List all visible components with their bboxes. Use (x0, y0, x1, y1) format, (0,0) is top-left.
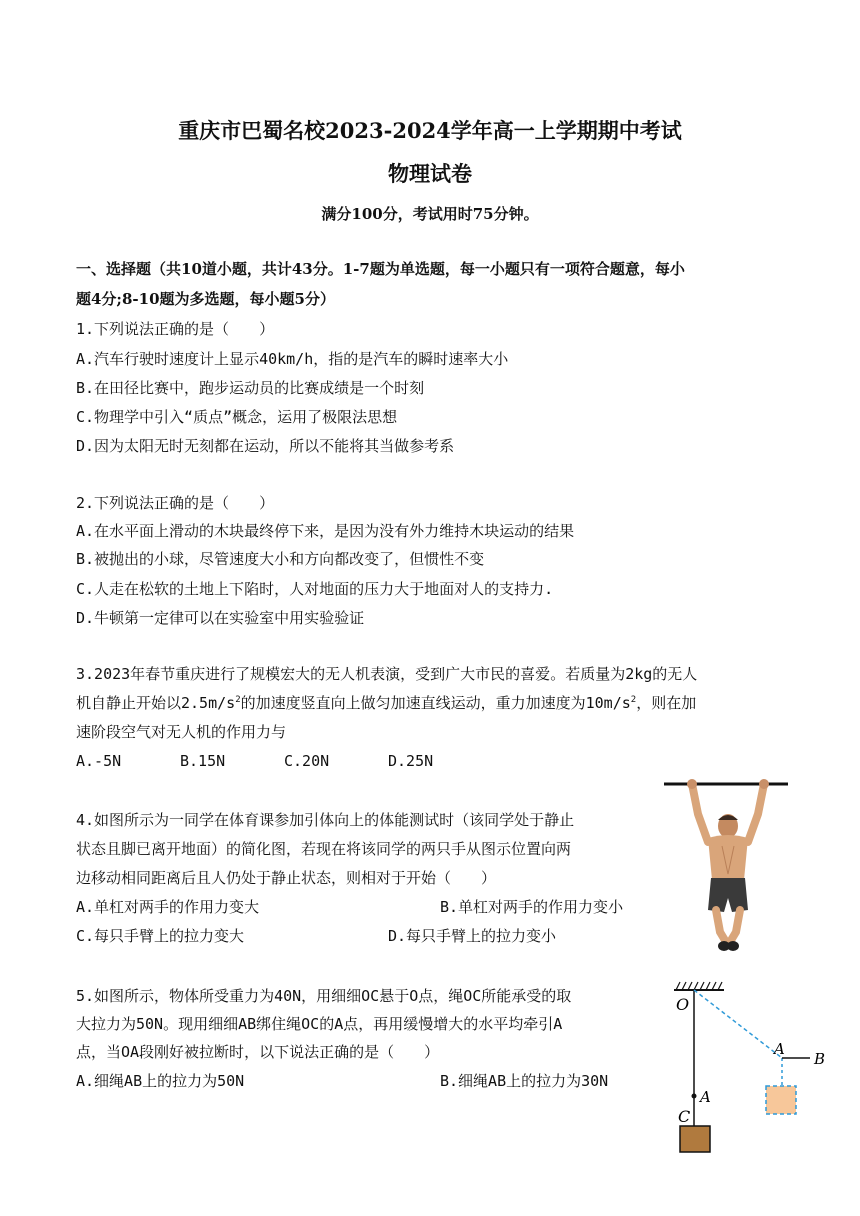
label-a-displaced: A (774, 1040, 785, 1058)
left-leg (716, 910, 726, 942)
label-o: O (676, 995, 690, 1014)
q3-option-d: D.25N (388, 752, 434, 770)
q1-stem: 1.下列说法正确的是（ ） (76, 320, 275, 338)
label-a-vertical: A (700, 1088, 711, 1106)
exam-title: 重庆市巴蜀名校2023-2024学年高一上学期期中考试 (178, 118, 682, 143)
q3-option-b: B.15N (180, 752, 226, 770)
exam-subtitle: 物理试卷 (388, 161, 472, 186)
q5-line2: 大拉力为50N。现用细细AB绑住绳OC的A点，再用缓慢增大的水平均牵引A (76, 1015, 563, 1033)
q2-option-a: A.在水平面上滑动的木块最终停下来，是因为没有外力维持木块运动的结果 (76, 522, 575, 540)
q3-option-a: A.-5N (76, 752, 122, 770)
q4-line1: 4.如图所示为一同学在体育课参加引体向上的体能测试时（该同学处于静止 (76, 811, 575, 829)
point-a-vertical (692, 1094, 697, 1099)
q4-option-a: A.单杠对两手的作用力变大 (76, 898, 260, 916)
q1-option-c: C.物理学中引入“质点”概念，运用了极限法思想 (76, 408, 398, 426)
rope-block-figure (668, 978, 838, 1156)
q2-option-c: C.人走在松软的土地上下陷时，人对地面的压力大于地面对人的支持力. (76, 580, 554, 598)
torso (708, 835, 748, 883)
q1-option-d: D.因为太阳无时无刻都在运动，所以不能将其当做参考系 (76, 437, 455, 455)
q4-option-d: D.每只手臂上的拉力变小 (388, 927, 557, 945)
section-heading-line2: 题4分;8-10题为多选题，每小题5分） (76, 290, 335, 308)
q3-line3: 速阶段空气对无人机的作用力与 (76, 723, 287, 741)
q1-option-b: B.在田径比赛中，跑步运动员的比赛成绩是一个时刻 (76, 379, 425, 397)
block (680, 1126, 710, 1152)
label-c: C (678, 1107, 691, 1126)
right-leg (730, 910, 740, 942)
q3-line2: 机自静止开始以$2.5m/s^2$的加速度竖直向上做匀加速直线运动，重力加速度为$10m/s^2$，则在加 (76, 694, 697, 712)
q4-line2: 状态且脚已离开地面）的简化图，若现在将该同学的两只手从图示位置向两 (76, 840, 572, 858)
q2-stem: 2.下列说法正确的是（ ） (76, 494, 275, 512)
q3-line1: 3.2023年春节重庆进行了规模宏大的无人机表演，受到广大市民的喜爱。若质量为2kg的无人 (76, 665, 698, 683)
q4-line3: 边移动相同距离后且人仍处于静止状态，则相对于开始（ ） (76, 869, 497, 887)
q4-option-b: B.单杠对两手的作用力变小 (440, 898, 624, 916)
q4-option-c: C.每只手臂上的拉力变大 (76, 927, 245, 945)
left-arm (692, 784, 708, 842)
q3-option-c: C.20N (284, 752, 330, 770)
rope-oa-displaced (694, 990, 782, 1058)
exam-note: 满分100分，考试用时75分钟。 (321, 205, 539, 223)
q1-option-a: A.汽车行驶时速度计上显示40km/h，指的是汽车的瞬时速率大小 (76, 350, 509, 368)
block-displaced (766, 1086, 796, 1114)
right-arm (748, 784, 764, 842)
ceiling-hatch (676, 982, 722, 990)
q2-option-b: B.被抛出的小球，尽管速度大小和方向都改变了，但惯性不变 (76, 550, 485, 568)
section-heading-line1: 一、选择题（共10道小题，共计43分。1-7题为单选题，每一小题只有一项符合题意，每小 (76, 260, 685, 278)
q2-option-d: D.牛顿第一定律可以在实验室中用实验验证 (76, 609, 365, 627)
q5-option-a: A.细绳AB上的拉力为50N (76, 1072, 245, 1090)
pullup-figure (664, 774, 790, 954)
q5-line1: 5.如图所示，物体所受重力为40N，用细细OC悬于O点，绳OC所能承受的取 (76, 987, 572, 1005)
q5-option-b: B.细绳AB上的拉力为30N (440, 1072, 609, 1090)
q5-line3: 点，当OA段刚好被拉断时，以下说法正确的是（ ） (76, 1043, 440, 1061)
label-b: B (814, 1050, 826, 1068)
